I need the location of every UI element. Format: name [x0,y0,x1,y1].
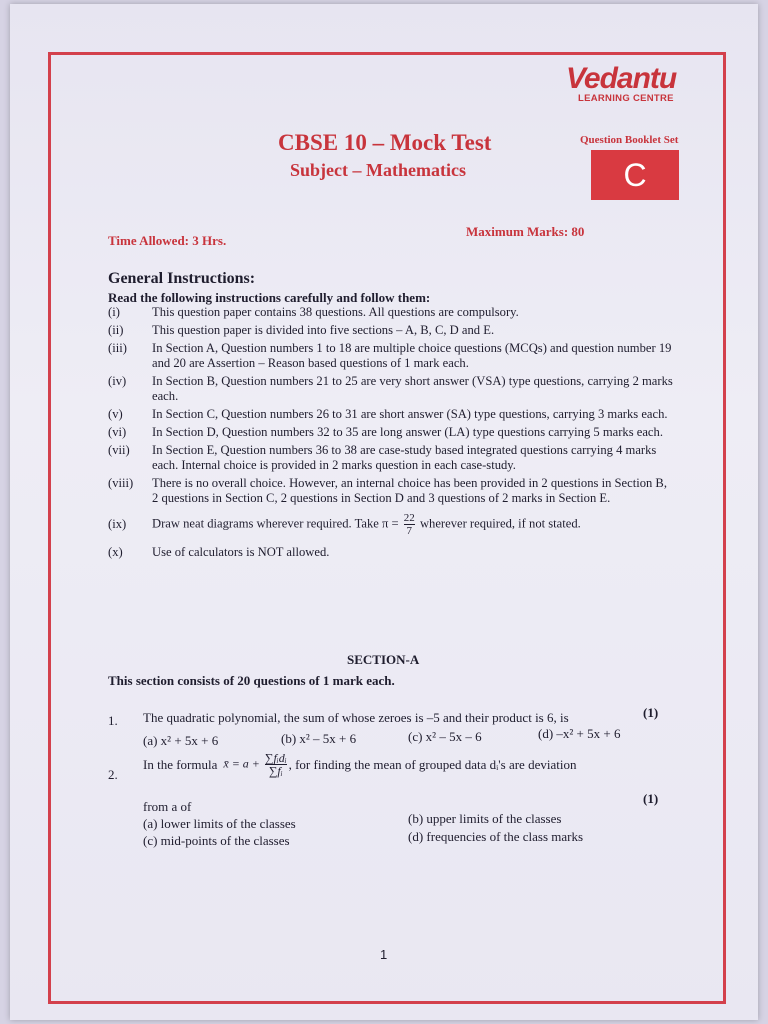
option-b: (b) upper limits of the classes [408,811,562,826]
option-d: (d) –x² + 5x + 6 [538,726,621,741]
question-number: 2. [108,767,118,782]
section-title: SECTION-A [347,652,420,667]
instruction-item: (viii) There is no overall choice. However, an internal choice has been provided in 2 questions in Section B, 2 questions in Section C, 2 questions in Section D and 3 questions of 2 marks in Section E. [108,476,667,505]
instruction-item: (x) Use of calculators is NOT allowed. [108,545,330,559]
pi-fraction: $\frac{22}{7}$ [403,512,415,537]
instruction-item: (v) In Section C, Question numbers 26 to 31 are short answer (SA) type questions, carrying 3 marks each. [108,407,668,421]
mean-formula: x̄ = a + $\frac{\text{∑fᵢdᵢ}}{\text{∑fᵢ}}$ [223,751,287,778]
option-d: (d) frequencies of the class marks [408,829,584,844]
instruction-list [108,305,673,563]
option-b: (b) x² – 5x + 6 [281,731,357,746]
booklet-set-badge: C [591,150,679,200]
option-a: (a) x² + 5x + 6 [143,733,219,748]
exam-title: CBSE 10 – Mock Test [278,130,492,155]
logo-tagline: LEARNING CENTRE [578,93,674,104]
instruction-item: (vii) In Section E, Question numbers 36 to 38 are case-study based integrated questions carrying 4 marks each. Internal choice is provided in 2 marks question in each case-study. [108,443,657,472]
booklet-set-label: Question Booklet Set [580,134,679,146]
instructions-lead: Read the following instructions carefully and follow them: [108,290,431,305]
option-c: (c) mid-points of the classes [143,833,290,848]
instruction-item: (ix) Draw neat diagrams wherever required. Take π = $\frac{22}{7}$ wherever required, if not stated. [108,512,581,537]
question-text-continued: from a of [143,799,192,814]
vedantu-logo: Vedantu [566,62,677,95]
question-marks: (1) [643,791,659,806]
question-text: In the formula x̄ = a + $\frac{\text{∑fᵢdᵢ}}{\text{∑fᵢ}}$ , for finding the mean of grouped data dᵢ's are deviation [143,751,577,778]
instruction-item: (iii) In Section A, Question numbers 1 to 18 are multiple choice questions (MCQs) and question number 19 and 20 are Assertion – Reason based questions of 1 mark each. [108,341,672,370]
page-number: 1 [380,947,388,962]
question-text: The quadratic polynomial, the sum of whose zeroes is –5 and their product is 6, is [143,710,569,725]
option-c: (c) x² – 5x – 6 [408,729,482,744]
instruction-item: (ii) This question paper is divided into five sections – A, B, C, D and E. [108,323,495,337]
question-number: 1. [108,713,118,728]
time-allowed: Time Allowed: 3 Hrs. [108,233,227,248]
instruction-item: (iv) In Section B, Question numbers 21 to 25 are very short answer (VSA) type questions, carrying 2 marks each. [108,374,673,403]
option-a: (a) lower limits of the classes [143,816,296,831]
instruction-item: (i) This question paper contains 38 questions. All questions are compulsory. [108,305,519,319]
exam-subject: Subject – Mathematics [290,160,466,180]
section-description: This section consists of 20 questions of 1 mark each. [108,673,395,688]
question-marks: (1) [643,705,659,720]
maximum-marks: Maximum Marks: 80 [466,224,585,239]
instructions-heading: General Instructions: [108,270,256,287]
instruction-item: (vi) In Section D, Question numbers 32 to 35 are long answer (LA) type questions carrying 5 marks each. [108,425,663,439]
